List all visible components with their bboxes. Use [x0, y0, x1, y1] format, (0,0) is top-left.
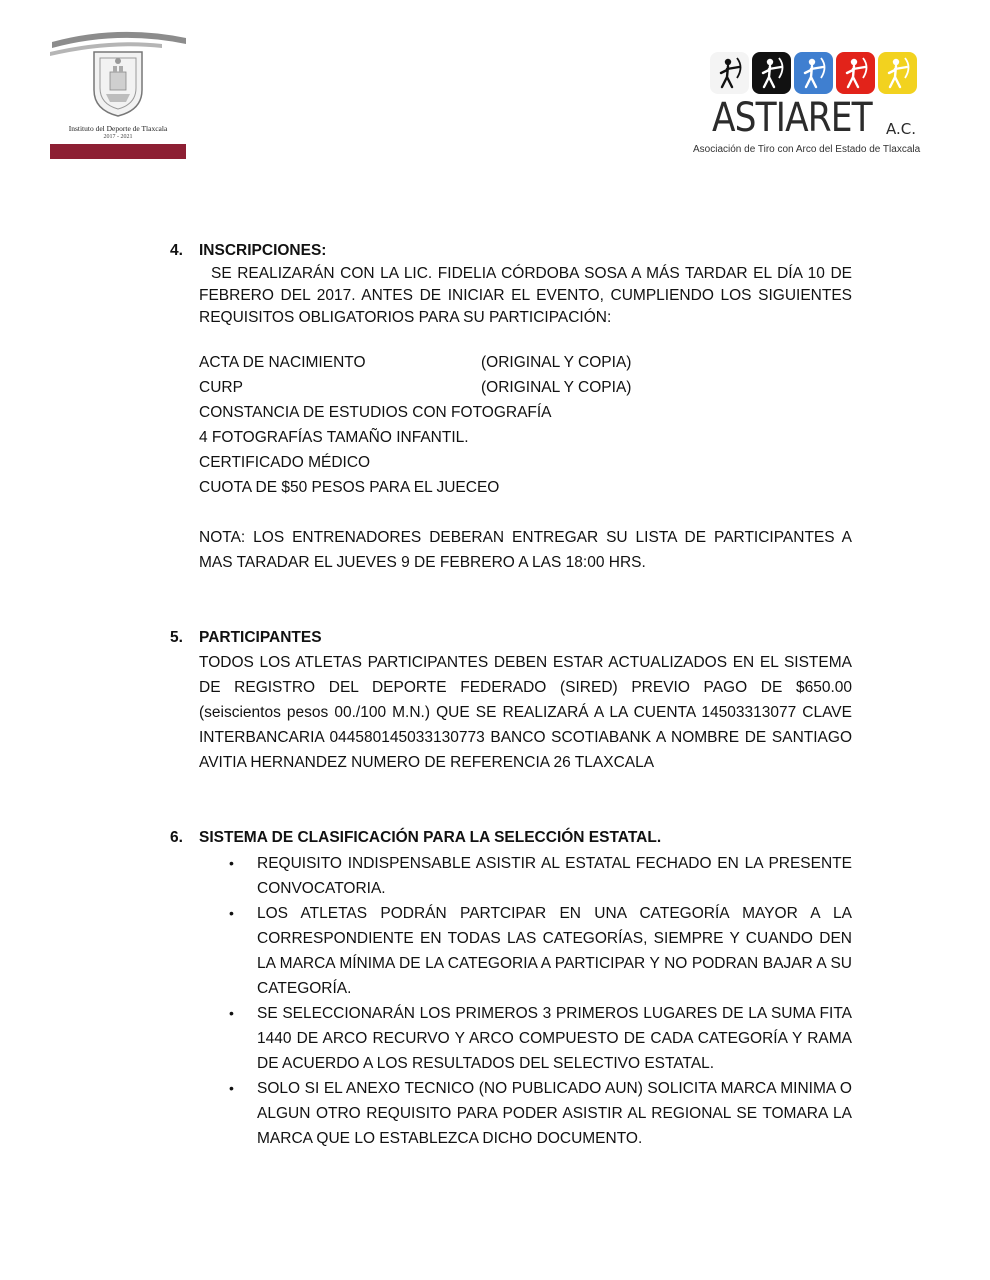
bullet-icon: • — [229, 1080, 234, 1096]
section-clasificacion — [170, 825, 852, 1151]
document-body — [170, 238, 852, 1151]
section-intro: SE REALIZARÁN CON LA LIC. FIDELIA CÓRDOBA SOSA A MÁS TARDAR EL DÍA 10 DE FEBRERO DEL 2017. ANTES DE INICIAR EL EVENTO, CUMPLIENDO LOS SIGUIENTES REQUISITOS OBLIGATORIOS PARA SU PARTICIPACIÓN: — [199, 265, 852, 326]
list-item — [229, 851, 852, 901]
institute-color-bar — [50, 144, 186, 159]
requirement-name: ACTA DE NACIMIENTO — [199, 354, 366, 371]
archer-tile-icon — [878, 52, 917, 94]
bullet-text: SE SELECCIONARÁN LOS PRIMEROS 3 PRIMEROS LUGARES DE LA SUMA FITA 1440 DE ARCO RECURVO Y ARCO COMPUESTO DE CADA CATEGORÍA Y RAMA DE ACUERDO A LOS RESULTADOS DEL SELECTIVO ESTATAL. — [257, 1005, 852, 1072]
institute-name: Instituto del Deporte de Tlaxcala — [68, 124, 168, 133]
list-item — [199, 350, 852, 375]
section-body: TODOS LOS ATLETAS PARTICIPANTES DEBEN ESTAR ACTUALIZADOS EN EL SISTEMA DE REGISTRO DEL DEPORTE FEDERADO (SIRED) PREVIO PAGO DE $650.00 (seiscientos pesos 00./100 M.N.) QUE SE REALIZARÁ A LA CUENTA 14503313077 CLAVE INTERBANCARIA 044580145033130773 BANCO SCOTIABANK A NOMBRE DE SANTIAGO AVITIA HERNANDEZ NUMERO DE REFERENCIA 26 TLAXCALA — [199, 654, 852, 771]
requirement-name: CONSTANCIA DE ESTUDIOS CON FOTOGRAFÍA — [199, 404, 552, 421]
bullet-icon: • — [229, 1005, 234, 1021]
requirements-list — [199, 350, 852, 500]
requirement-name: CUOTA DE $50 PESOS PARA EL JUECEO — [199, 479, 500, 496]
bullet-text: SOLO SI EL ANEXO TECNICO (NO PUBLICADO AUN) SOLICITA MARCA MINIMA O ALGUN OTRO REQUISITO PARA PODER ASISTIR AL REGIONAL SE TOMARA LA MARCA QUE LO ESTABLEZCA DICHO DOCUMENTO. — [257, 1080, 852, 1147]
archer-tile-icon — [752, 52, 791, 94]
requirement-note: (ORIGINAL Y COPIA) — [481, 379, 632, 396]
instituto-logo — [50, 28, 186, 160]
section-title: SISTEMA DE CLASIFICACIÓN PARA LA SELECCIÓN ESTATAL. — [199, 829, 662, 846]
list-item — [199, 475, 852, 500]
section-title: PARTICIPANTES — [199, 629, 322, 646]
archer-tiles — [710, 52, 917, 96]
list-item — [199, 425, 852, 450]
astiaret-logo — [690, 50, 950, 160]
list-item — [199, 450, 852, 475]
institute-years: 2017 - 2021 — [103, 134, 133, 140]
bullet-icon: • — [229, 905, 234, 921]
section-inscripciones — [170, 238, 852, 575]
astiaret-suffix: A.C. — [886, 120, 917, 138]
section-number: 4. — [170, 242, 183, 259]
requirement-note: (ORIGINAL Y COPIA) — [481, 354, 632, 371]
requirement-name: 4 FOTOGRAFÍAS TAMAÑO INFANTIL. — [199, 429, 469, 446]
section-note: NOTA: LOS ENTRENADORES DEBERAN ENTREGAR SU LISTA DE PARTICIPANTES A MAS TARADAR EL JUEVES 9 DE FEBRERO A LAS 18:00 HRS. — [199, 529, 852, 571]
requirement-name: CERTIFICADO MÉDICO — [199, 454, 371, 471]
bullet-text: LOS ATLETAS PODRÁN PARTCIPAR EN UNA CATEGORÍA MAYOR A LA CORRESPONDIENTE EN TODAS LAS CATEGORÍAS, SIEMPRE Y CUANDO DEN LA MARCA MÍNIMA DE LA CATEGORIA A PARTICIPAR Y NO PODRAN BAJAR A SU CATEGORÍA. — [257, 905, 852, 997]
bullet-icon: • — [229, 855, 234, 871]
list-item — [229, 1001, 852, 1076]
list-item — [229, 901, 852, 1001]
section-number: 6. — [170, 829, 183, 846]
archer-tile-icon — [794, 52, 833, 94]
list-item — [199, 375, 852, 400]
section-participantes — [170, 625, 852, 775]
requirement-name: CURP — [199, 379, 243, 396]
archer-tile-icon — [710, 52, 749, 94]
classification-bullets — [170, 851, 852, 1151]
astiaret-brand: ASTIARET — [712, 95, 872, 141]
list-item — [199, 400, 852, 425]
astiaret-subtitle: Asociación de Tiro con Arco del Estado de Tlaxcala — [693, 144, 921, 155]
bullet-text: REQUISITO INDISPENSABLE ASISTIR AL ESTATAL FECHADO EN LA PRESENTE CONVOCATORIA. — [257, 855, 852, 897]
list-item — [229, 1076, 852, 1151]
archer-tile-icon — [836, 52, 875, 94]
coat-of-arms-icon — [50, 28, 186, 124]
section-title: INSCRIPCIONES: — [199, 242, 327, 259]
section-number: 5. — [170, 629, 183, 646]
